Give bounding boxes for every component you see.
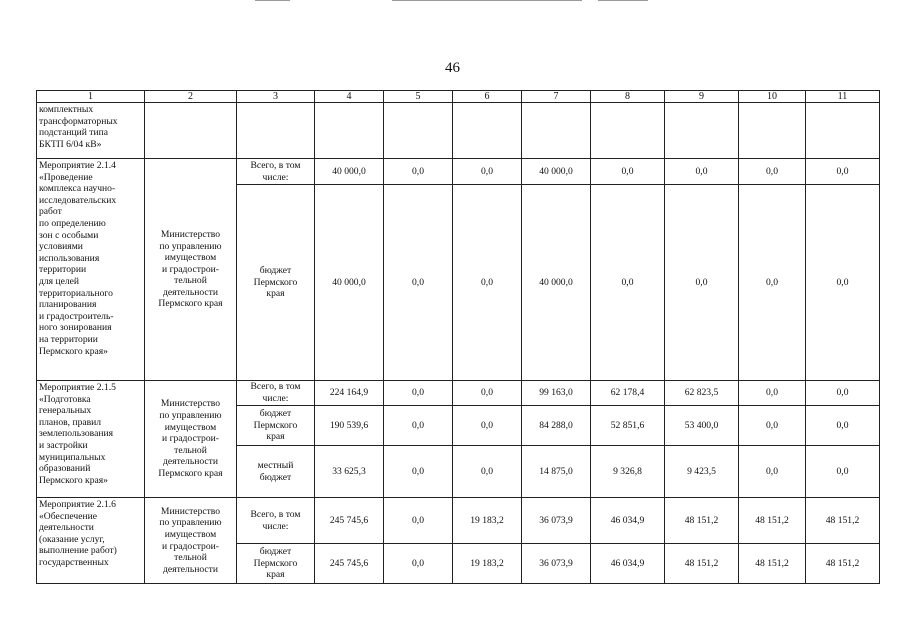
value-cell: 0,0 — [591, 159, 665, 185]
value-cell: 19 183,2 — [453, 498, 522, 544]
value-cell: 33 625,3 — [315, 446, 384, 498]
value-cell: 0,0 — [739, 159, 806, 185]
value-cell: 0,0 — [665, 185, 739, 381]
value-cell: 245 745,6 — [315, 498, 384, 544]
value-cell: 0,0 — [453, 159, 522, 185]
empty-cell — [806, 103, 880, 159]
value-cell: 0,0 — [384, 406, 453, 446]
value-cell: 245 745,6 — [315, 544, 384, 584]
table-row — [37, 381, 880, 406]
empty-cell — [591, 103, 665, 159]
executor: Министерство по управлению имуществом и градострои- тельной деятельности Пермского края — [145, 159, 237, 381]
value-cell: 40 000,0 — [522, 185, 591, 381]
value-cell: 0,0 — [806, 446, 880, 498]
value-cell: 0,0 — [384, 381, 453, 406]
value-cell: 40 000,0 — [315, 159, 384, 185]
value-cell: 46 034,9 — [591, 544, 665, 584]
value-cell: 48 151,2 — [665, 498, 739, 544]
empty-cell — [739, 103, 806, 159]
value-cell: 36 073,9 — [522, 544, 591, 584]
column-number: 2 — [145, 91, 237, 103]
empty-cell — [237, 103, 315, 159]
empty-cell — [315, 103, 384, 159]
value-cell: 48 151,2 — [665, 544, 739, 584]
funding-source: бюджет Пермского края — [237, 406, 315, 446]
empty-cell — [384, 103, 453, 159]
value-cell: 0,0 — [739, 446, 806, 498]
funding-source: Всего, в том числе: — [237, 381, 315, 406]
value-cell: 48 151,2 — [806, 544, 880, 584]
scan-artifact-line — [598, 0, 648, 1]
scan-artifact-line — [392, 0, 582, 1]
table-row — [37, 103, 880, 159]
empty-cell — [453, 103, 522, 159]
empty-cell — [145, 103, 237, 159]
table-row — [37, 159, 880, 185]
value-cell: 0,0 — [384, 159, 453, 185]
value-cell: 52 851,6 — [591, 406, 665, 446]
funding-source: Всего, в том числе: — [237, 159, 315, 185]
value-cell: 0,0 — [453, 381, 522, 406]
value-cell: 0,0 — [453, 185, 522, 381]
funding-source: Всего, в том числе: — [237, 498, 315, 544]
value-cell: 224 164,9 — [315, 381, 384, 406]
value-cell: 0,0 — [806, 159, 880, 185]
value-cell: 46 034,9 — [591, 498, 665, 544]
table-row — [37, 498, 880, 544]
value-cell: 0,0 — [453, 446, 522, 498]
empty-cell — [665, 103, 739, 159]
funding-source: бюджет Пермского края — [237, 544, 315, 584]
executor: Министерство по управлению имуществом и градострои- тельной деятельности — [145, 498, 237, 584]
value-cell: 0,0 — [384, 185, 453, 381]
column-number-row — [37, 91, 880, 103]
value-cell: 0,0 — [384, 446, 453, 498]
measure-name: Мероприятие 2.1.4 «Проведение комплекса научно- исследовательских работ по определению зон с особыми условиями использования территории для целей территориального планирования и градостроитель- ного зонирования на территории Пермского края» — [37, 159, 145, 381]
measure-name: Мероприятие 2.1.6 «Обеспечение деятельности (оказание услуг, выполнение работ) государственных — [37, 498, 145, 584]
funding-source: бюджет Пермского края — [237, 185, 315, 381]
empty-cell — [522, 103, 591, 159]
column-number: 7 — [522, 91, 591, 103]
measure-name: Мероприятие 2.1.5 «Подготовка генеральных планов, правил землепользования и застройки муниципальных образований Пермского края» — [37, 381, 145, 498]
column-number: 11 — [806, 91, 880, 103]
value-cell: 14 875,0 — [522, 446, 591, 498]
value-cell: 0,0 — [591, 185, 665, 381]
value-cell: 36 073,9 — [522, 498, 591, 544]
value-cell: 9 326,8 — [591, 446, 665, 498]
value-cell: 99 163,0 — [522, 381, 591, 406]
column-number: 5 — [384, 91, 453, 103]
value-cell: 0,0 — [384, 544, 453, 584]
financing-table — [36, 90, 880, 584]
value-cell: 0,0 — [806, 381, 880, 406]
value-cell: 62 823,5 — [665, 381, 739, 406]
column-number: 6 — [453, 91, 522, 103]
value-cell: 0,0 — [739, 185, 806, 381]
funding-source: местный бюджет — [237, 446, 315, 498]
executor: Министерство по управлению имуществом и градострои- тельной деятельности Пермского края — [145, 381, 237, 498]
column-number: 9 — [665, 91, 739, 103]
value-cell: 84 288,0 — [522, 406, 591, 446]
value-cell: 48 151,2 — [739, 498, 806, 544]
value-cell: 190 539,6 — [315, 406, 384, 446]
value-cell: 48 151,2 — [806, 498, 880, 544]
page-number: 46 — [445, 60, 460, 76]
column-number: 3 — [237, 91, 315, 103]
column-number: 1 — [37, 91, 145, 103]
value-cell: 0,0 — [384, 498, 453, 544]
measure-name-continuation: комплектных трансформаторных подстанций типа БКТП 6/04 кВ» — [37, 103, 145, 159]
value-cell: 19 183,2 — [453, 544, 522, 584]
value-cell: 62 178,4 — [591, 381, 665, 406]
value-cell: 9 423,5 — [665, 446, 739, 498]
value-cell: 40 000,0 — [315, 185, 384, 381]
value-cell: 48 151,2 — [739, 544, 806, 584]
value-cell: 0,0 — [806, 185, 880, 381]
value-cell: 0,0 — [665, 159, 739, 185]
value-cell: 0,0 — [739, 381, 806, 406]
value-cell: 40 000,0 — [522, 159, 591, 185]
column-number: 8 — [591, 91, 665, 103]
value-cell: 0,0 — [806, 406, 880, 446]
value-cell: 53 400,0 — [665, 406, 739, 446]
value-cell: 0,0 — [739, 406, 806, 446]
scan-artifact-line — [255, 0, 290, 1]
column-number: 4 — [315, 91, 384, 103]
value-cell: 0,0 — [453, 406, 522, 446]
column-number: 10 — [739, 91, 806, 103]
